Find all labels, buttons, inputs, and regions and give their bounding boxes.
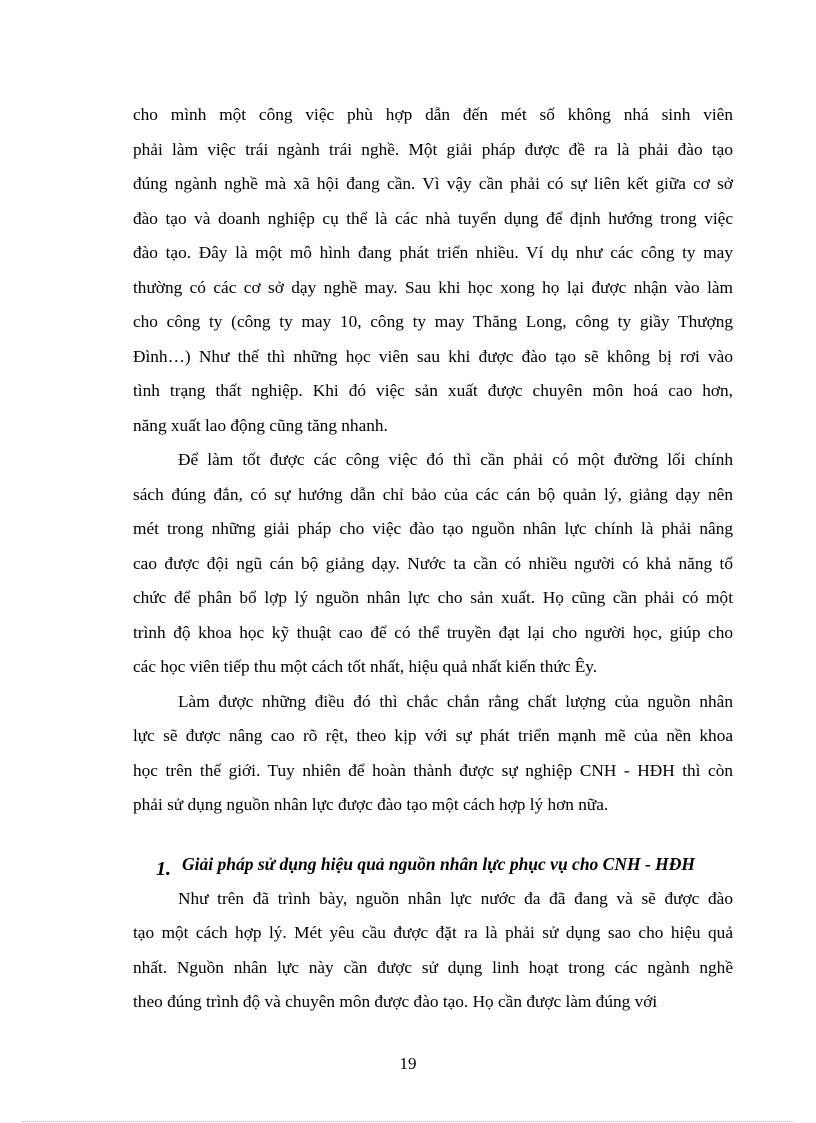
paragraph-3-line-4: phải sử dụng nguồn nhân lực được đào tạo một cách hợp lý hơn nữa. (133, 795, 609, 814)
paragraph-1-line-2: phải làm việc trái ngành trái nghề. Một giải pháp được đề ra là phải đào tạo (133, 140, 733, 159)
paragraph-2-line-1: Để làm tốt được các công việc đó thì cần phải có một đường lối chính (178, 450, 733, 469)
paragraph-1-line-10: năng xuất lao động cũng tăng nhanh. (133, 416, 388, 435)
page-bottom-border (22, 1121, 794, 1122)
paragraph-2-line-4: cao được đội ngũ cán bộ giảng dạy. Nước ta cần có nhiều người có khả năng tổ (133, 554, 733, 573)
paragraph-1-line-9: tình trạng thất nghiệp. Khi đó việc sản xuất được chuyên môn hoá cao hơn, (133, 381, 733, 400)
paragraph-2-line-6: trình độ khoa học kỹ thuật cao để có thể truyền đạt lại cho người học, giúp cho (133, 623, 733, 642)
paragraph-3-line-1: Làm được những điều đó thì chắc chắn rằng chất lượng của nguồn nhân (178, 692, 733, 711)
section-paragraph-line-1: Như trên đã trình bày, nguồn nhân lực nước đa đã đang và sẽ được đào (178, 889, 733, 908)
paragraph-1-line-5: đào tạo. Đây là một mô hình đang phát triển nhiều. Ví dụ như các công ty may (133, 243, 733, 262)
section-title: Giải pháp sử dụng hiệu quả nguồn nhân lực phục vụ cho CNH - HĐH (182, 854, 696, 874)
paragraph-2-line-7: các học viên tiếp thu một cách tốt nhất, hiệu quả nhất kiến thức Êy. (133, 657, 598, 676)
section-paragraph-line-4: theo đúng trình độ và chuyên môn được đào tạo. Họ cần được làm đúng với (133, 992, 658, 1011)
paragraph-2-line-3: mét trong những giải pháp cho việc đào tạo nguồn nhân lực chính là phải nâng (133, 519, 733, 538)
section-paragraph-line-3: nhất. Nguồn nhân lực này cần được sử dụng linh hoạt trong các ngành nghề (133, 958, 733, 977)
section-number: 1. (156, 858, 171, 880)
paragraph-2-line-5: chức để phân bổ lợp lý nguồn nhân lực cho sản xuất. Họ cũng cần phải có một (133, 588, 733, 607)
paragraph-1-line-8: Đình…) Như thế thì những học viên sau khi được đào tạo sẽ không bị rơi vào (133, 347, 733, 366)
paragraph-1-line-6: thường có các cơ sở dạy nghề may. Sau khi học xong họ lại được nhận vào làm (133, 278, 733, 297)
page-number: 19 (399, 1054, 417, 1073)
section-paragraph-line-2: tạo một cách hợp lý. Mét yêu cầu được đặt ra là phải sử dụng sao cho hiệu quả (133, 923, 733, 942)
paragraph-3-line-2: lực sẽ được nâng cao rõ rệt, theo kịp với sự phát triển mạnh mẽ của nền khoa (133, 726, 733, 745)
paragraph-1-line-7: cho công ty (công ty may 10, công ty may Thăng Long, công ty giầy Thượng (133, 312, 733, 331)
paragraph-1-line-4: đào tạo và doanh nghiệp cụ thể là các nhà tuyển dụng để định hướng trong việc (133, 209, 733, 228)
paragraph-1-line-3: đúng ngành nghề mà xã hội đang cần. Vì vậy cần phải có sự liên kết giữa cơ sở (133, 174, 733, 193)
paragraph-2-line-2: sách đúng đắn, có sự hướng dẫn chỉ bảo của các cán bộ quản lý, giảng dạy nên (133, 485, 733, 504)
paragraph-1-line-1: cho mình một công việc phù hợp dẫn đến mét số không nhá sinh viên (133, 105, 733, 124)
paragraph-3-line-3: học trên thế giới. Tuy nhiên để hoàn thành được sự nghiệp CNH - HĐH thì còn (133, 761, 733, 780)
